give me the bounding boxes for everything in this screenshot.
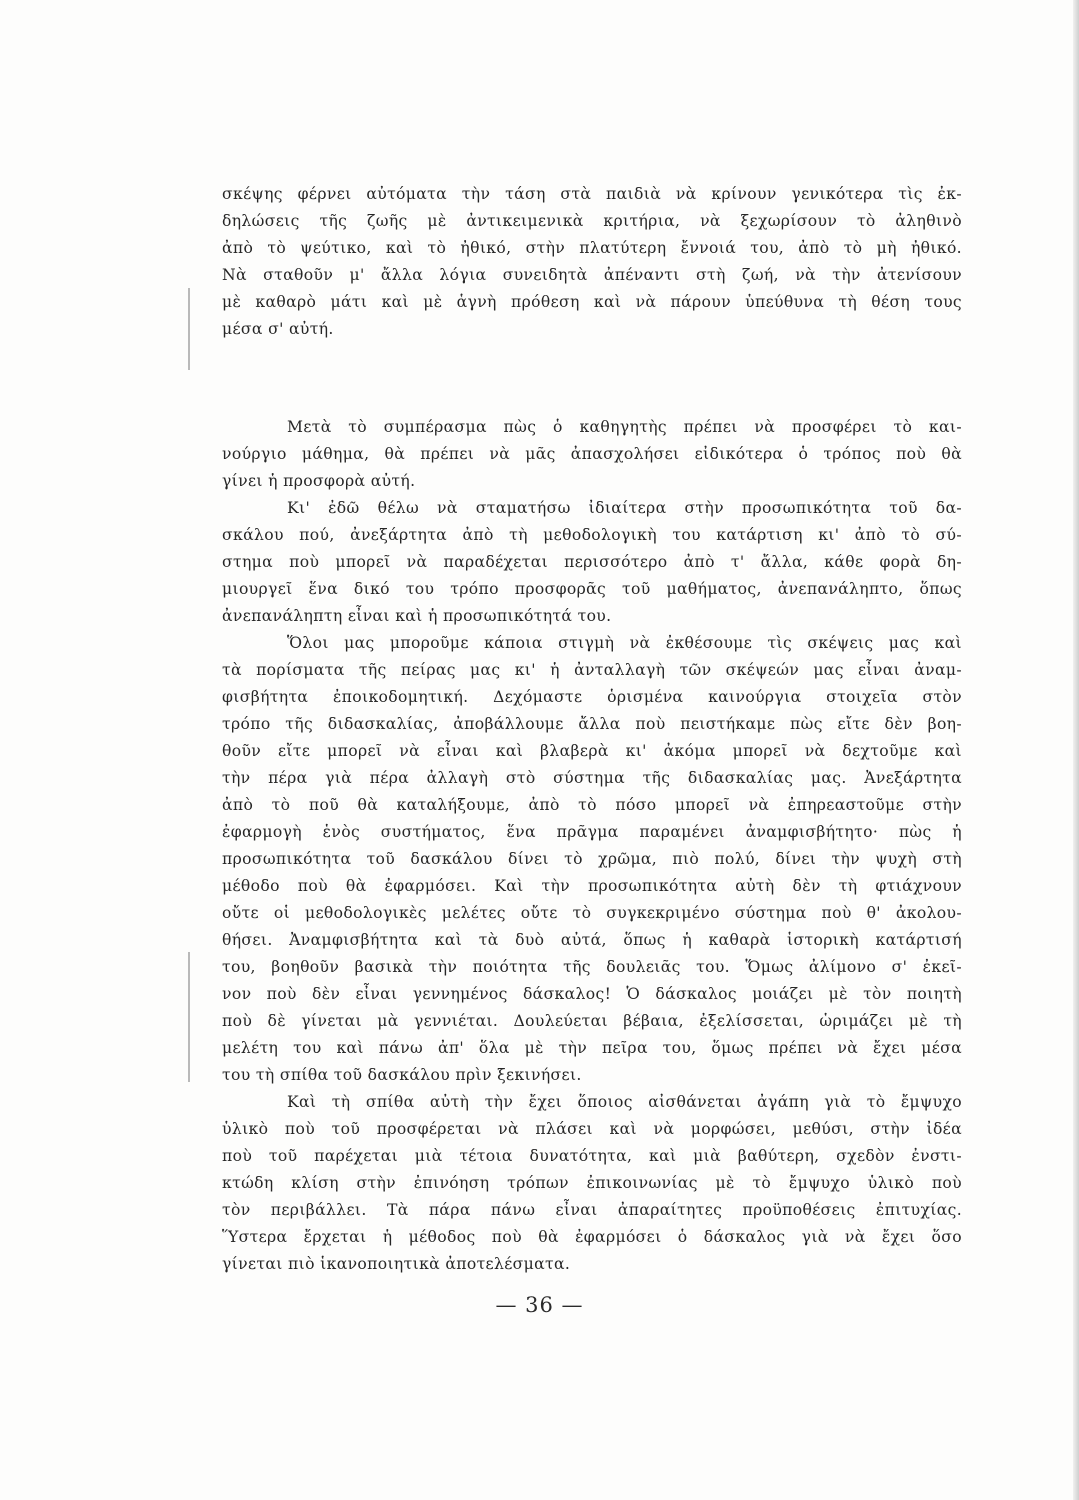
text-line: μέσα σ' αὐτή. xyxy=(222,320,334,338)
text-line: τὴν πέρα γιὰ πέρα ἀλλαγὴ στὸ σύστημα τῆς διδασκαλίας μας. Ἀνεξάρτητα xyxy=(222,769,962,787)
page-number: — 36 — xyxy=(495,1293,584,1317)
text-line: τὰ πορίσματα τῆς πείρας μας κι' ἡ ἀνταλλαγὴ τῶν σκέψεών μας εἶναι ἀναμ- xyxy=(222,661,962,679)
text-line: ποὺ τοῦ παρέχεται μιὰ τέτοια δυνατότητα, καὶ μιὰ βαθύτερη, σχεδὸν ἐνστι- xyxy=(222,1147,962,1165)
text-line: προσωπικότητα τοῦ δασκάλου δίνει τὸ χρῶμα, πιὸ πολύ, δίνει τὴν ψυχὴ στὴ xyxy=(222,850,962,868)
text-line: οὔτε οἱ μεθοδολογικὲς μελέτες οὔτε τὸ συγκεκριμένο σύστημα ποὺ θ' ἀκολου- xyxy=(222,904,962,922)
text-line: ὑλικὸ ποὺ τοῦ προσφέρεται νὰ πλάσει καὶ νὰ μορφώσει, μεθύσι, στὴν ἰδέα xyxy=(222,1120,962,1138)
text-line: Ὅλοι μας μποροῦμε κάποια στιγμὴ νὰ ἐκθέσουμε τὶς σκέψεις μας καὶ xyxy=(287,634,962,652)
text-line: φισβήτητα ἐποικοδομητική. Δεχόμαστε ὁρισμένα καινούργια στοιχεῖα στὸν xyxy=(222,688,962,706)
text-line: ἀνεπανάληπτη εἶναι καὶ ἡ προσωπικότητά του. xyxy=(222,607,612,625)
text-line: θοῦν εἴτε μπορεῖ νὰ εἶναι καὶ βλαβερὰ κι' ἀκόμα μπορεῖ νὰ δεχτοῦμε καὶ xyxy=(222,742,962,760)
text-line: του τὴ σπίθα τοῦ δασκάλου πρὶν ξεκινήσει. xyxy=(222,1066,582,1084)
text-line: μέθοδο ποὺ θὰ ἐφαρμόσει. Καὶ τὴν προσωπικότητα αὐτὴ δὲν τὴ φτιάχνουν xyxy=(222,877,962,895)
text-line: μὲ καθαρὸ μάτι καὶ μὲ ἁγνὴ πρόθεση καὶ νὰ πάρουν ὑπεύθυνα τὴ θέση τους xyxy=(222,293,962,311)
text-line: Ὕστερα ἔρχεται ἡ μέθοδος ποὺ θὰ ἐφαρμόσει ὁ δάσκαλος γιὰ νὰ ἔχει ὅσο xyxy=(222,1228,962,1246)
margin-pencil-mark-bottom xyxy=(188,952,190,1082)
text-line: γίνει ἡ προσφορὰ αὐτή. xyxy=(222,472,416,490)
text-line: θήσει. Ἀναμφισβήτητα καὶ τὰ δυὸ αὐτά, ὅπως ἡ καθαρὰ ἱστορικὴ κατάρτισή xyxy=(222,931,962,949)
text-line: ἀπὸ τὸ ποῦ θὰ καταλήξουμε, ἀπὸ τὸ πόσο μπορεῖ νὰ ἐπηρεαστοῦμε στὴν xyxy=(222,796,962,814)
text-line: μελέτη του καὶ πάνω ἀπ' ὅλα μὲ τὴν πεῖρα του, ὅμως πρέπει νὰ ἔχει μέσα xyxy=(222,1039,962,1057)
text-line: Κι' ἐδῶ θέλω νὰ σταματήσω ἰδιαίτερα στὴν προσωπικότητα τοῦ δα- xyxy=(287,499,962,517)
text-line: ἀπὸ τὸ ψεύτικο, καὶ τὸ ἠθικό, στὴν πλατύτερη ἔννοιά του, ἀπὸ τὸ μὴ ἠθικό. xyxy=(222,239,962,257)
text-line: τρόπο τῆς διδασκαλίας, ἀποβάλλουμε ἄλλα ποὺ πειστήκαμε πὼς εἴτε δὲν βοη- xyxy=(222,715,962,733)
text-line: του, βοηθοῦν βασικὰ τὴν ποιότητα τῆς δουλειᾶς του. Ὅμως ἀλίμονο σ' ἐκεῖ- xyxy=(222,958,962,976)
text-line: γίνεται πιὸ ἱκανοποιητικὰ ἀποτελέσματα. xyxy=(222,1255,571,1273)
text-line: Καὶ τὴ σπίθα αὐτὴ τὴν ἔχει ὅποιος αἰσθάνεται ἀγάπη γιὰ τὸ ἔμψυχο xyxy=(287,1093,962,1111)
text-line: μιουργεῖ ἕνα δικό του τρόπο προσφορᾶς τοῦ μαθήματος, ἀνεπανάληπτο, ὅπως xyxy=(222,580,962,598)
text-line: δηλώσεις τῆς ζωῆς μὲ ἀντικειμενικὰ κριτήρια, νὰ ξεχωρίσουν τὸ ἀληθινὸ xyxy=(222,212,962,230)
text-line: ποὺ δὲ γίνεται μὰ γεννιέται. Δουλεύεται βέβαια, ἐξελίσσεται, ὡριμάζει μὲ τὴ xyxy=(222,1012,962,1030)
text-line: νον ποὺ δὲν εἶναι γεννημένος δάσκαλος! Ὁ δάσκαλος μοιάζει μὲ τὸν ποιητὴ xyxy=(222,985,962,1003)
margin-pencil-mark-top xyxy=(188,288,190,370)
text-line: ἐφαρμογὴ ἑνὸς συστήματος, ἕνα πρᾶγμα παραμένει ἀναμφισβήτητο· πὼς ἡ xyxy=(222,823,962,841)
text-line: Μετὰ τὸ συμπέρασμα πὼς ὁ καθηγητὴς πρέπει νὰ προσφέρει τὸ και- xyxy=(287,418,962,436)
text-line: τὸν περιβάλλει. Τὰ πάρα πάνω εἶναι ἀπαραίτητες προϋποθέσεις ἐπιτυχίας. xyxy=(222,1201,962,1219)
text-line: Νὰ σταθοῦν μ' ἄλλα λόγια συνειδητὰ ἀπέναντι στὴ ζωή, νὰ τὴν ἀτενίσουν xyxy=(222,266,962,284)
text-line: σκέψης φέρνει αὐτόματα τὴν τάση στὰ παιδιὰ νὰ κρίνουν γενικότερα τὶς ἐκ- xyxy=(222,185,962,203)
body-text xyxy=(222,181,962,1281)
text-line: νούργιο μάθημα, θὰ πρέπει νὰ μᾶς ἀπασχολήσει εἰδικότερα ὁ τρόπος ποὺ θὰ xyxy=(222,445,962,463)
text-line: σκάλου πού, ἀνεξάρτητα ἀπὸ τὴ μεθοδολογικὴ του κατάρτιση κι' ἀπὸ τὸ σύ- xyxy=(222,526,962,544)
text-line: κτώδη κλίση στὴν ἐπινόηση τρόπων ἐπικοινωνίας μὲ τὸ ἔμψυχο ὑλικὸ ποὺ xyxy=(222,1174,962,1192)
text-line: στημα ποὺ μπορεῖ νὰ παραδέχεται περισσότερο ἀπὸ τ' ἄλλα, κάθε φορὰ δη- xyxy=(222,553,962,571)
page-edge-shadow xyxy=(1073,0,1079,1500)
